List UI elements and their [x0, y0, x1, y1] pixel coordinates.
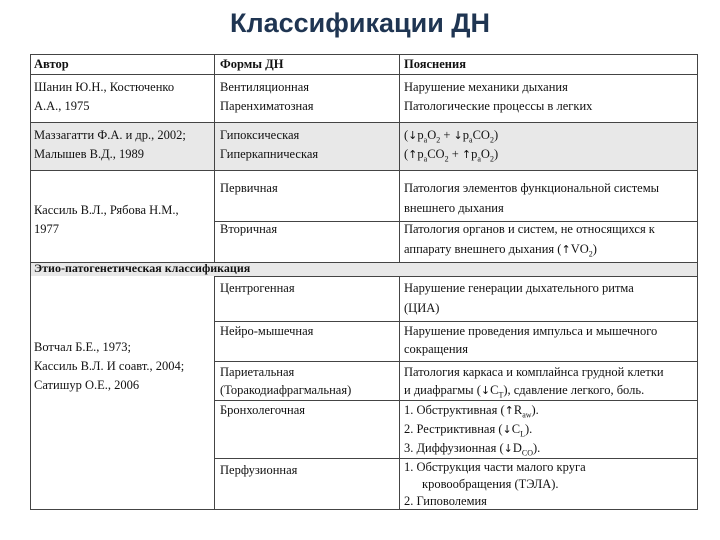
row3-note2-l1: Патология органов и систем, не относящихся к [404, 222, 655, 236]
paren: ) [592, 242, 597, 256]
row2-form1: Гипоксическая [220, 128, 300, 142]
sub: 2 [489, 154, 494, 164]
form-central: Центрогенная [220, 281, 295, 295]
plus: + [448, 147, 462, 161]
note-parietal-l2 [404, 382, 644, 399]
form-perfusion: Перфузионная [220, 463, 298, 477]
arrow-up-icon: ↑ [561, 243, 571, 256]
header-forms: Формы ДН [220, 57, 284, 71]
col-divider-2a [399, 54, 400, 262]
paren: ( [404, 147, 409, 161]
plus: + [440, 128, 454, 142]
row3-author-l2: 1977 [34, 222, 59, 236]
section-label: Этио-патогенетическая классификация [34, 261, 251, 275]
sub: a [423, 135, 428, 145]
classification-table [30, 54, 698, 510]
text: ), сдавление легкого, боль. [503, 383, 645, 397]
row3-form1: Первичная [220, 181, 278, 195]
sub: 2 [489, 135, 494, 145]
note-neuro-l2: сокращения [404, 342, 468, 356]
row1-form1: Вентиляционная [220, 80, 310, 94]
arrow-down-icon: ↓ [503, 442, 513, 455]
sub: L [520, 429, 525, 439]
col-divider-1b [214, 276, 215, 510]
sub: CO [521, 448, 533, 458]
col-divider-2b [399, 276, 400, 510]
sym: p [417, 147, 424, 161]
form-broncho: Бронхолегочная [220, 403, 306, 417]
sym: p [417, 128, 424, 142]
sym: R [513, 403, 523, 417]
note-central-l2: (ЦИА) [404, 301, 440, 315]
sym: p [462, 128, 470, 142]
arrow-up-icon: ↑ [504, 404, 514, 417]
sub: a [477, 154, 481, 164]
border-bottom [30, 509, 698, 510]
border-left [30, 54, 31, 510]
note-parietal-l1: Патология каркаса и комплайнса грудной клетки [404, 365, 664, 379]
text: ). [531, 403, 539, 417]
sub: 2 [444, 154, 449, 164]
row3-author-l1: Кассиль В.Л., Рябова Н.М., [34, 203, 179, 217]
border-top [30, 54, 698, 55]
page-title: Классификации ДН [229, 8, 491, 38]
row1-form2: Паренхиматозная [220, 99, 314, 113]
sym: O [480, 147, 490, 161]
row2-divider [30, 170, 698, 171]
sub: 2 [436, 135, 441, 145]
border-right [697, 54, 698, 510]
sym: O [427, 128, 437, 142]
paren: ) [493, 147, 499, 161]
text: 2. Рестриктивная ( [404, 422, 503, 436]
arrow-down-icon: ↓ [408, 129, 418, 142]
note-broncho-2 [404, 421, 532, 438]
note-perf-1b: кровообращения (ТЭЛА). [422, 477, 559, 491]
row2-form2: Гиперкапническая [220, 147, 319, 161]
row4-author-l2: Кассиль В.Л. И соавт., 2004; [34, 359, 185, 373]
sub: 2 [588, 249, 593, 259]
arrow-down-icon: ↓ [502, 423, 512, 436]
row1-author-l1: Шанин Ю.Н., Костюченко [34, 80, 175, 94]
text: ). [524, 422, 533, 436]
row3-note1-l1: Патология элементов функциональной системы [404, 181, 660, 195]
row1-note2: Патологические процессы в легких [404, 99, 593, 113]
text: 1. Обструктивная ( [404, 403, 505, 417]
arrow-up-icon: ↑ [461, 148, 472, 161]
sub: a [469, 135, 473, 145]
form-parietal-l1: Париетальная [220, 365, 295, 379]
section-bottom [214, 276, 698, 277]
paren: ) [493, 128, 499, 142]
row1-author-l2: А.А., 1975 [34, 99, 90, 113]
row2-author-l1: Маззагатти Ф.А. и др., 2002; [34, 128, 186, 142]
sub: aw [522, 410, 532, 420]
note-neuro-l1: Нарушение проведения импульса и мышечного [404, 324, 658, 338]
header-notes: Пояснения [404, 57, 466, 71]
row1-divider [30, 122, 698, 123]
row2-note2 [404, 146, 498, 163]
row4-div1 [214, 321, 698, 322]
paren: ( [404, 128, 409, 142]
text: аппарату внешнего дыхания ( [404, 242, 562, 256]
form-parietal-l2: (Торакодиафрагмальная) [220, 383, 352, 397]
row1-note1: Нарушение механики дыхания [404, 80, 568, 94]
arrow-down-icon: ↓ [453, 129, 463, 142]
sym: C [490, 383, 499, 397]
row2-note1 [404, 127, 498, 144]
sym: CO [427, 147, 445, 161]
text: 3. Диффузионная ( [404, 441, 504, 455]
row4-div3 [214, 400, 698, 401]
header-divider [30, 74, 698, 75]
sym: D [512, 441, 522, 455]
note-perf-1: 1. Обструкция части малого круга [404, 460, 586, 474]
sym: CO [472, 128, 490, 142]
col-divider-1a [214, 54, 215, 262]
note-broncho-1 [404, 402, 539, 419]
arrow-up-icon: ↑ [408, 148, 418, 161]
sym: p [471, 147, 478, 161]
row4-author-l3: Сатишур О.Е., 2006 [34, 378, 140, 392]
sub: a [423, 154, 428, 164]
note-perf-2: 2. Гиповолемия [404, 494, 487, 508]
row3-note1-l2: внешнего дыхания [404, 201, 504, 215]
header-author: Автор [34, 57, 69, 71]
row3-note2-l2 [404, 241, 597, 258]
note-central-l1: Нарушение генерации дыхательного ритма [404, 281, 634, 295]
row4-div2 [214, 361, 698, 362]
row3-form2: Вторичная [220, 222, 278, 236]
arrow-down-icon: ↓ [480, 384, 491, 397]
row2-author-l2: Малышев В.Д., 1989 [34, 147, 144, 161]
form-neuro: Нейро-мышечная [220, 324, 314, 338]
sym: C [511, 422, 521, 436]
sub: T [498, 390, 504, 400]
note-broncho-3 [404, 440, 540, 457]
text: и диафрагмы ( [404, 383, 481, 397]
text: ). [533, 441, 541, 455]
sym: VO [570, 242, 589, 256]
row4-author-l1: Вотчал Б.Е., 1973; [34, 340, 131, 354]
